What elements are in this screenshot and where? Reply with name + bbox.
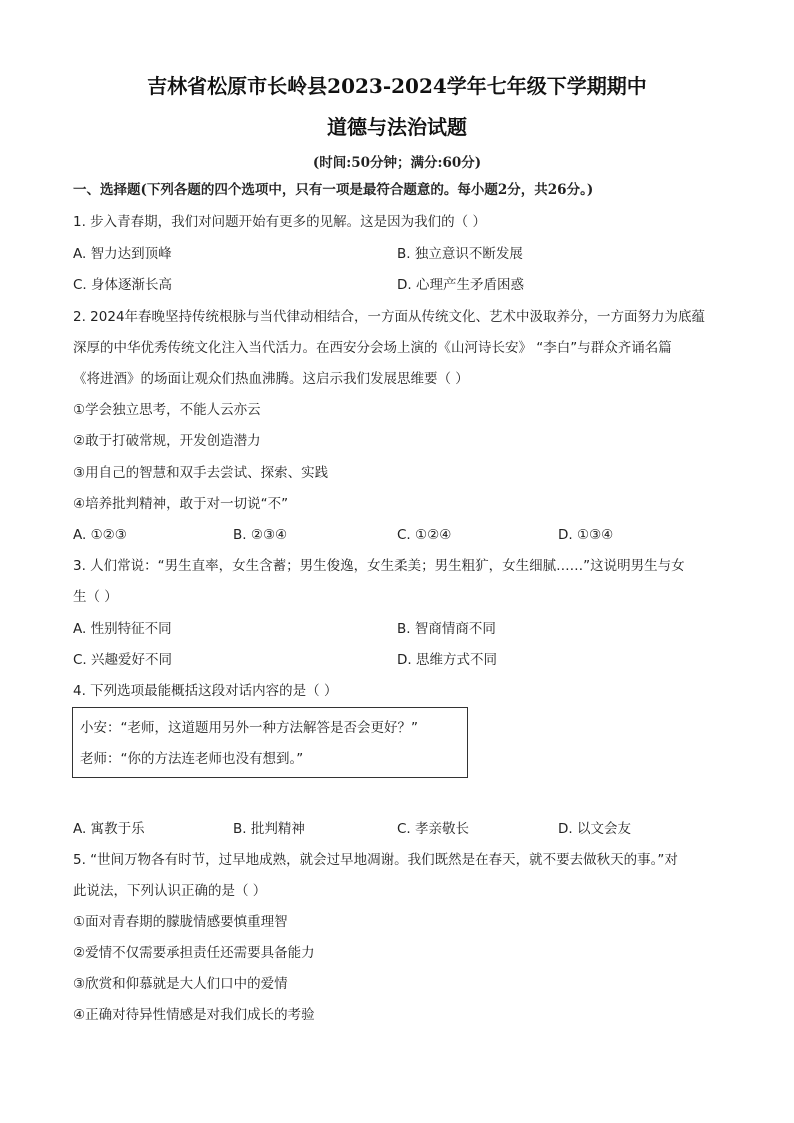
q3-option-d: D. 思维方式不同 [397, 652, 497, 668]
q5-statement-4: ④正确对待异性情感是对我们成长的考验 [73, 1007, 315, 1023]
q3-option-c: C. 兴趣爱好不同 [73, 652, 173, 668]
q2-option-c: C. ①②④ [397, 527, 452, 543]
exam-time-score: (时间:50分钟；满分:60分) [312, 155, 482, 171]
exam-title-line1: 吉林省松原市长岭县2023-2024学年七年级下学期期中 [147, 74, 647, 98]
q3-option-b: B. 智商情商不同 [397, 621, 496, 637]
dialog-line-teacher: 老师：“你的方法连老师也没有想到。” [80, 751, 304, 767]
q2-option-a: A. ①②③ [73, 527, 127, 543]
q2-stem-line1: 2. 2024年春晚坚持传统根脉与当代律动相结合，一方面从传统文化、艺术中汲取养分，一方面努力为底蕴 [73, 309, 706, 325]
q4-option-a: A. 寓教于乐 [73, 821, 145, 837]
q3-option-a: A. 性别特征不同 [73, 621, 172, 637]
q1-option-d: D. 心理产生矛盾困惑 [397, 277, 524, 293]
q1-option-a: A. 智力达到顶峰 [73, 246, 172, 262]
section-heading: 一、选择题(下列各题的四个选项中，只有一项是最符合题意的。每小题2分，共26分。) [73, 182, 594, 198]
q4-option-c: C. 孝亲敬长 [397, 821, 470, 837]
q2-option-d: D. ①③④ [558, 527, 614, 543]
q1-stem: 1. 步入青春期，我们对问题开始有更多的见解。这是因为我们的（ ） [73, 214, 486, 230]
q2-stem-line2: 深厚的中华优秀传统文化注入当代活力。在西安分会场上演的《山河诗长安》 “李白”与群众齐诵名篇 [73, 340, 672, 356]
q5-statement-2: ②爱情不仅需要承担责任还需要具备能力 [73, 945, 315, 961]
dialog-box [72, 707, 468, 778]
q4-option-b: B. 批判精神 [233, 821, 305, 837]
q5-stem-line1: 5. “世间万物各有时节，过早地成熟，就会过早地凋谢。我们既然是在春天，就不要去做秋天的事。”对 [73, 852, 678, 868]
q5-stem-line2: 此说法，下列认识正确的是（ ） [73, 883, 267, 899]
q2-statement-2: ②敢于打破常规，开发创造潜力 [73, 433, 261, 449]
q2-stem-line3: 《将进酒》的场面让观众们热血沸腾。这启示我们发展思维要（ ） [73, 371, 469, 387]
q2-option-b: B. ②③④ [233, 527, 288, 543]
q3-stem-line2: 生（ ） [73, 589, 118, 605]
q3-stem-line1: 3. 人们常说：“男生直率，女生含蓄；男生俊逸，女生柔美；男生粗犷，女生细腻……”这说明男生与女 [73, 558, 685, 574]
exam-title-line2: 道德与法治试题 [327, 115, 467, 139]
q4-stem: 4. 下列选项最能概括这段对话内容的是（ ） [73, 683, 338, 699]
q2-statement-3: ③用自己的智慧和双手去尝试、探索、实践 [73, 465, 329, 481]
dialog-line-student: 小安：“老师，这道题用另外一种方法解答是否会更好？” [80, 720, 418, 736]
q1-option-c: C. 身体逐渐长高 [73, 277, 173, 293]
q5-statement-3: ③欣赏和仰慕就是大人们口中的爱情 [73, 976, 288, 992]
q2-statement-4: ④培养批判精神，敢于对一切说“不” [73, 496, 289, 512]
q4-option-d: D. 以文会友 [558, 821, 631, 837]
q2-statement-1: ①学会独立思考，不能人云亦云 [73, 402, 261, 418]
q1-option-b: B. 独立意识不断发展 [397, 246, 523, 262]
q5-statement-1: ①面对青春期的朦胧情感要慎重理智 [73, 914, 288, 930]
